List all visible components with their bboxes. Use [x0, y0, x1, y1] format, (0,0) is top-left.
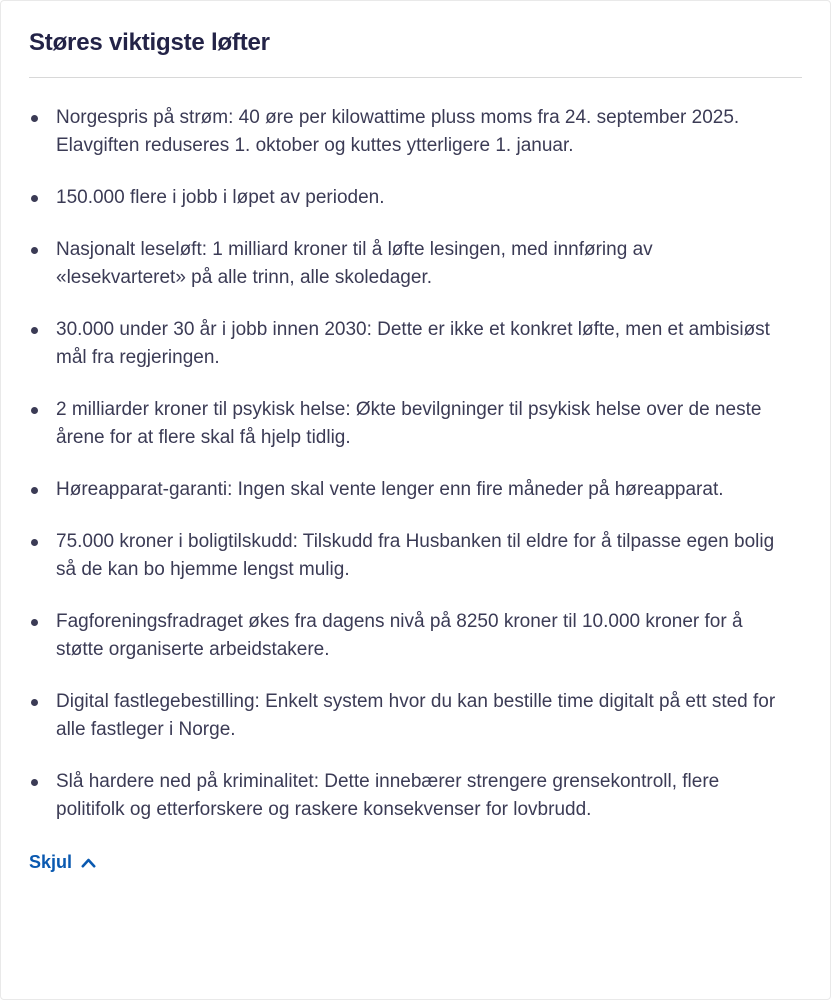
chevron-up-icon: [81, 858, 96, 868]
list-item: [29, 476, 802, 504]
bullet-icon: [31, 487, 38, 494]
bullet-icon: [31, 699, 38, 706]
bullet-icon: [31, 539, 38, 546]
bullet-icon: [31, 619, 38, 626]
list-item: [29, 396, 802, 452]
list-item-text: Fagforeningsfradraget økes fra dagens nivå på 8250 kroner til 10.000 kroner for å støtte organiserte arbeidstakere.: [56, 611, 743, 660]
list-item: [29, 768, 802, 824]
list-item-text: Digital fastlegebestilling: Enkelt system hvor du kan bestille time digitalt på ett sted for alle fastleger i Norge.: [56, 691, 776, 740]
list-item: [29, 184, 802, 212]
list-item-text: Norgespris på strøm: 40 øre per kilowattime pluss moms fra 24. september 2025. Elavgiften reduseres 1. oktober og kuttes ytterligere 1. januar.: [56, 107, 740, 156]
page-title: Støres viktigste løfter: [29, 29, 270, 56]
collapse-row: [29, 852, 802, 873]
title-divider: [29, 77, 802, 78]
list-item: [29, 316, 802, 372]
list-item: [29, 528, 802, 584]
list-item-text: 30.000 under 30 år i jobb innen 2030: Dette er ikke et konkret løfte, men et ambisiøst mål fra regjeringen.: [56, 319, 770, 368]
promises-list: [29, 104, 802, 824]
list-item: [29, 236, 802, 292]
bullet-icon: [31, 195, 38, 202]
list-item-text: Nasjonalt leseløft: 1 milliard kroner til å løfte lesingen, med innføring av «lesekvarteret» på alle trinn, alle skoledager.: [56, 239, 653, 288]
collapse-button-label: Skjul: [29, 852, 73, 872]
list-item-text: Slå hardere ned på kriminalitet: Dette innebærer strengere grensekontroll, flere politifolk og etterforskere og raskere konsekvenser for lovbrudd.: [56, 771, 720, 820]
list-item-text: 2 milliarder kroner til psykisk helse: Økte bevilgninger til psykisk helse over de neste årene for at flere skal få hjelp tidlig.: [56, 399, 762, 448]
list-item: [29, 608, 802, 664]
list-item-text: Høreapparat-garanti: Ingen skal vente lenger enn fire måneder på høreapparat.: [56, 479, 724, 500]
list-item-text: 150.000 flere i jobb i løpet av perioden.: [56, 187, 385, 208]
list-item: [29, 688, 802, 744]
bullet-icon: [31, 779, 38, 786]
list-item-text: 75.000 kroner i boligtilskudd: Tilskudd fra Husbanken til eldre for å tilpasse egen bolig så de kan bo hjemme lengst mulig.: [56, 531, 775, 580]
bullet-icon: [31, 327, 38, 334]
bullet-icon: [31, 115, 38, 122]
list-item: [29, 104, 802, 160]
collapse-button[interactable]: [29, 852, 96, 873]
bullet-icon: [31, 407, 38, 414]
bullet-icon: [31, 247, 38, 254]
